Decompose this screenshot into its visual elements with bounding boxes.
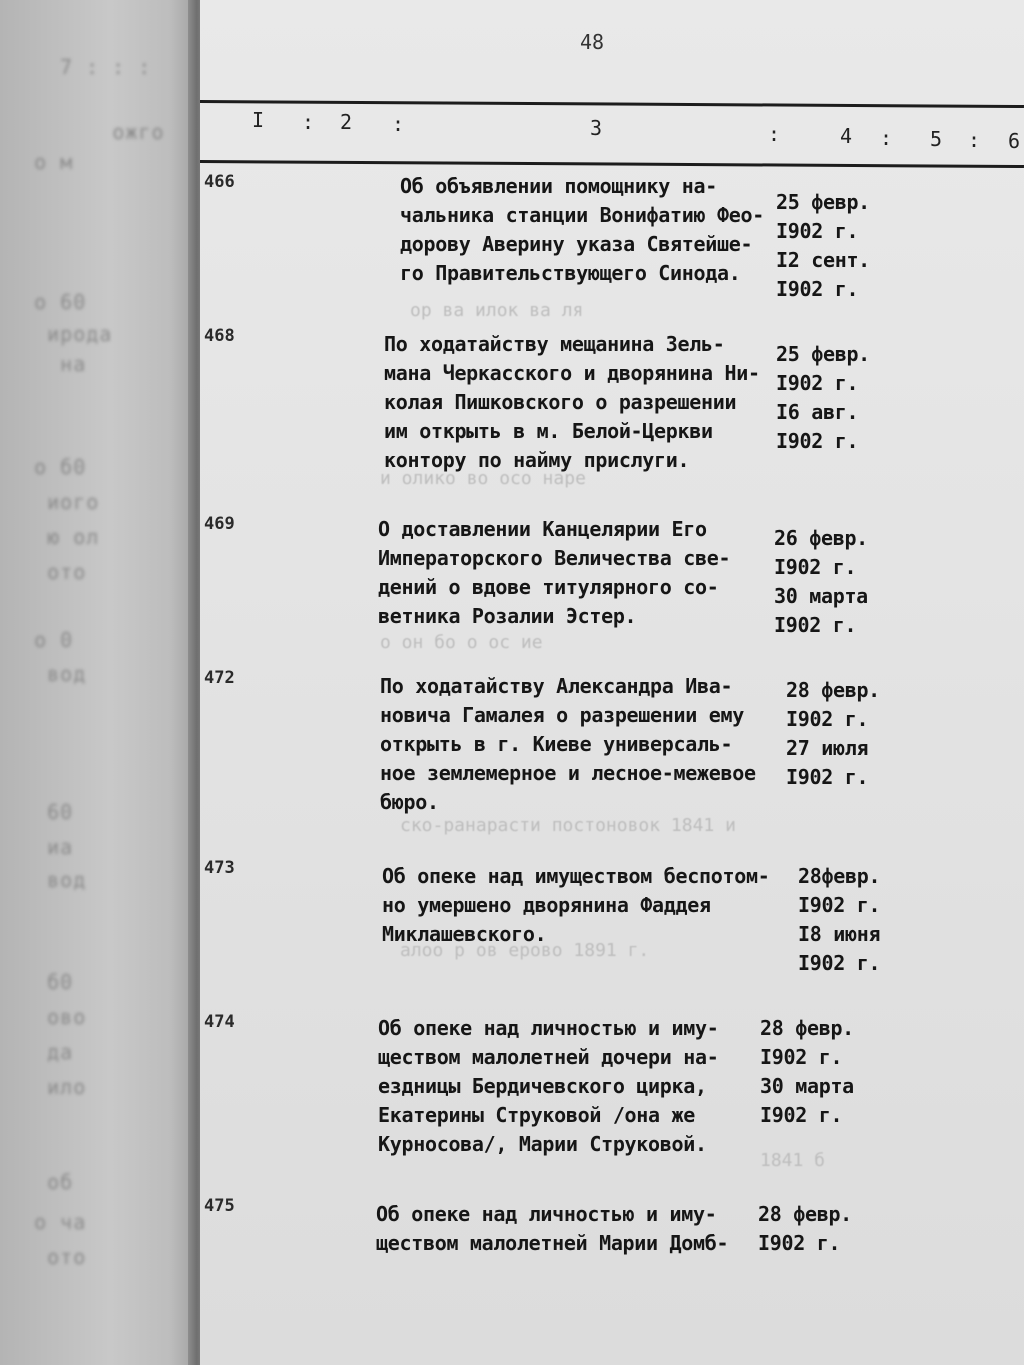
column-separator: : [302, 110, 315, 134]
date-line: I902 г. [776, 277, 859, 301]
table-header-rule [200, 160, 1024, 168]
description-line: новича Гамалея о разрешении ему [380, 703, 744, 727]
date-line: 28февр. [798, 864, 881, 888]
column-header-4: 4 [840, 124, 853, 148]
date-line: 28 февр. [786, 678, 880, 702]
description-line: открыть в г. Киеве универсаль- [380, 732, 733, 756]
date-line: I902 г. [776, 429, 859, 453]
description-line: мана Черкасского и дворянина Ни- [384, 361, 760, 385]
description-line: Императорского Величества све- [378, 546, 731, 570]
description-line: Миклашевского. [382, 922, 547, 946]
date-line: I902 г. [774, 613, 857, 637]
column-header-3: 3 [590, 116, 603, 140]
entry-description [380, 672, 780, 817]
entry-number: 472 [204, 668, 235, 688]
date-line: I902 г. [760, 1103, 843, 1127]
column-separator: : [768, 122, 781, 146]
column-header-6: 6 [1008, 129, 1021, 153]
left-page-ghost-text: о 60 [8, 290, 87, 314]
entry-dates [776, 188, 916, 304]
bleed-through-text: алоо р ов ерово 1891 г. [400, 940, 650, 961]
document-page [200, 0, 1024, 1365]
entry-description [400, 172, 800, 288]
description-line: им открыть в м. Белой-Церкви [384, 419, 713, 443]
date-line: 28 февр. [758, 1202, 852, 1226]
column-header-5: 5 [930, 127, 943, 151]
description-line: Екатерины Струковой /она же [378, 1103, 696, 1127]
left-page-ghost-text: 7 : : : [60, 55, 152, 79]
description-line: ездницы Бердичевского цирка, [378, 1074, 707, 1098]
description-line: ществом малолетней Марии Домб- [376, 1231, 729, 1255]
description-line: Об опеке над имуществом беспотом- [382, 864, 770, 888]
left-page-ghost-text: о 0 [8, 628, 74, 652]
description-line: но умершено дворянина Фаддея [382, 893, 711, 917]
date-line: I902 г. [786, 707, 869, 731]
description-line: чальника станции Вонифатию Фео- [400, 203, 764, 227]
date-line: 27 июля [786, 736, 869, 760]
date-line: 30 марта [774, 584, 868, 608]
description-line: Об опеке над личностью и иму- [376, 1202, 717, 1226]
bleed-through-text: 1841 б [760, 1150, 826, 1171]
date-line: I902 г. [776, 371, 859, 395]
left-page-ghost-text: ю ол [8, 525, 100, 549]
date-line: I902 г. [786, 765, 869, 789]
description-line: дений о вдове титулярного со- [378, 575, 719, 599]
entry-description [382, 862, 782, 949]
entry-description [384, 330, 784, 475]
left-page-ghost-text: вод [8, 662, 87, 686]
entry-number: 466 [204, 172, 235, 192]
date-line: 28 февр. [760, 1016, 854, 1040]
bleed-through-text: ор ва илок ва ля [410, 300, 584, 321]
entry-dates [776, 340, 916, 456]
left-page-ghost-text: вод [8, 868, 87, 892]
entry-number: 475 [204, 1196, 235, 1216]
left-page-ghost-text: да [8, 1040, 74, 1064]
entry-dates [798, 862, 938, 978]
description-line: Об опеке над личностью и иму- [378, 1016, 719, 1040]
description-line: дорову Аверину указа Святейше- [400, 232, 753, 256]
left-page-ghost-text: о ча [8, 1210, 87, 1234]
left-page-ghost-text: ото [8, 1245, 87, 1269]
left-page-ghost-text: ожго [8, 120, 165, 144]
date-line: I902 г. [798, 951, 881, 975]
left-facing-page [0, 0, 200, 1365]
bleed-through-text: ско-ранарасти постоновок 1841 и [400, 815, 736, 836]
date-line: I902 г. [758, 1231, 841, 1255]
date-line: I8 июня [798, 922, 881, 946]
description-line: ветника Розалии Эстер. [378, 604, 637, 628]
description-line: Курносова/, Марии Струковой. [378, 1132, 707, 1156]
left-page-ghost-text: б0 [8, 970, 74, 994]
column-separator: : [968, 128, 981, 152]
entry-number: 468 [204, 326, 235, 346]
entry-dates [758, 1200, 898, 1258]
description-line: ное землемерное и лесное-межевое [380, 761, 756, 785]
page-number: 48 [580, 30, 605, 54]
description-line: Об объявлении помощнику на- [400, 174, 718, 198]
description-line: По ходатайству мещанина Зель- [384, 332, 725, 356]
entry-number: 474 [204, 1012, 235, 1032]
left-page-ghost-text: о м [8, 150, 74, 174]
description-line: По ходатайству Александра Ива- [380, 674, 733, 698]
description-line: го Правительствующего Синода. [400, 261, 741, 285]
left-page-ghost-text: иого [8, 490, 100, 514]
column-header-1: I [252, 108, 265, 132]
column-separator: : [880, 126, 893, 150]
entry-description [376, 1200, 776, 1258]
column-separator: : [392, 112, 405, 136]
left-page-ghost-text: о б0 [8, 455, 87, 479]
left-page-ghost-text: ово [8, 1005, 87, 1029]
entry-dates [786, 676, 926, 792]
date-line: I902 г. [798, 893, 881, 917]
date-line: 30 марта [760, 1074, 854, 1098]
column-header-2: 2 [340, 110, 353, 134]
date-line: 25 февр. [776, 190, 870, 214]
entry-description [378, 515, 778, 631]
left-page-ghost-text: ило [8, 1075, 87, 1099]
date-line: I902 г. [760, 1045, 843, 1069]
date-line: I6 авг. [776, 400, 859, 424]
bleed-through-text: о он бо о ос ие [380, 632, 543, 653]
left-page-ghost-text: ото [8, 560, 87, 584]
entry-number: 473 [204, 858, 235, 878]
entry-dates [774, 524, 914, 640]
left-page-ghost-text: ирода [8, 322, 113, 346]
entry-description [378, 1014, 778, 1159]
left-page-ghost-text: об [8, 1170, 74, 1194]
date-line: I902 г. [776, 219, 859, 243]
description-line: бюро. [380, 790, 439, 814]
bleed-through-text: и олико во осо наре [380, 468, 586, 489]
date-line: 25 февр. [776, 342, 870, 366]
description-line: О доставлении Канцелярии Его [378, 517, 707, 541]
date-line: 26 февр. [774, 526, 868, 550]
table-top-rule [200, 100, 1024, 108]
date-line: I902 г. [774, 555, 857, 579]
date-line: I2 сент. [776, 248, 870, 272]
entry-number: 469 [204, 514, 235, 534]
description-line: колая Пишковского о разрешении [384, 390, 737, 414]
entry-dates [760, 1014, 900, 1130]
left-page-ghost-text: иа [8, 835, 74, 859]
left-page-ghost-text: на [8, 352, 87, 376]
left-page-ghost-text: 60 [8, 800, 74, 824]
description-line: ществом малолетней дочери на- [378, 1045, 719, 1069]
description-line: контору по найму прислуги. [384, 448, 690, 472]
